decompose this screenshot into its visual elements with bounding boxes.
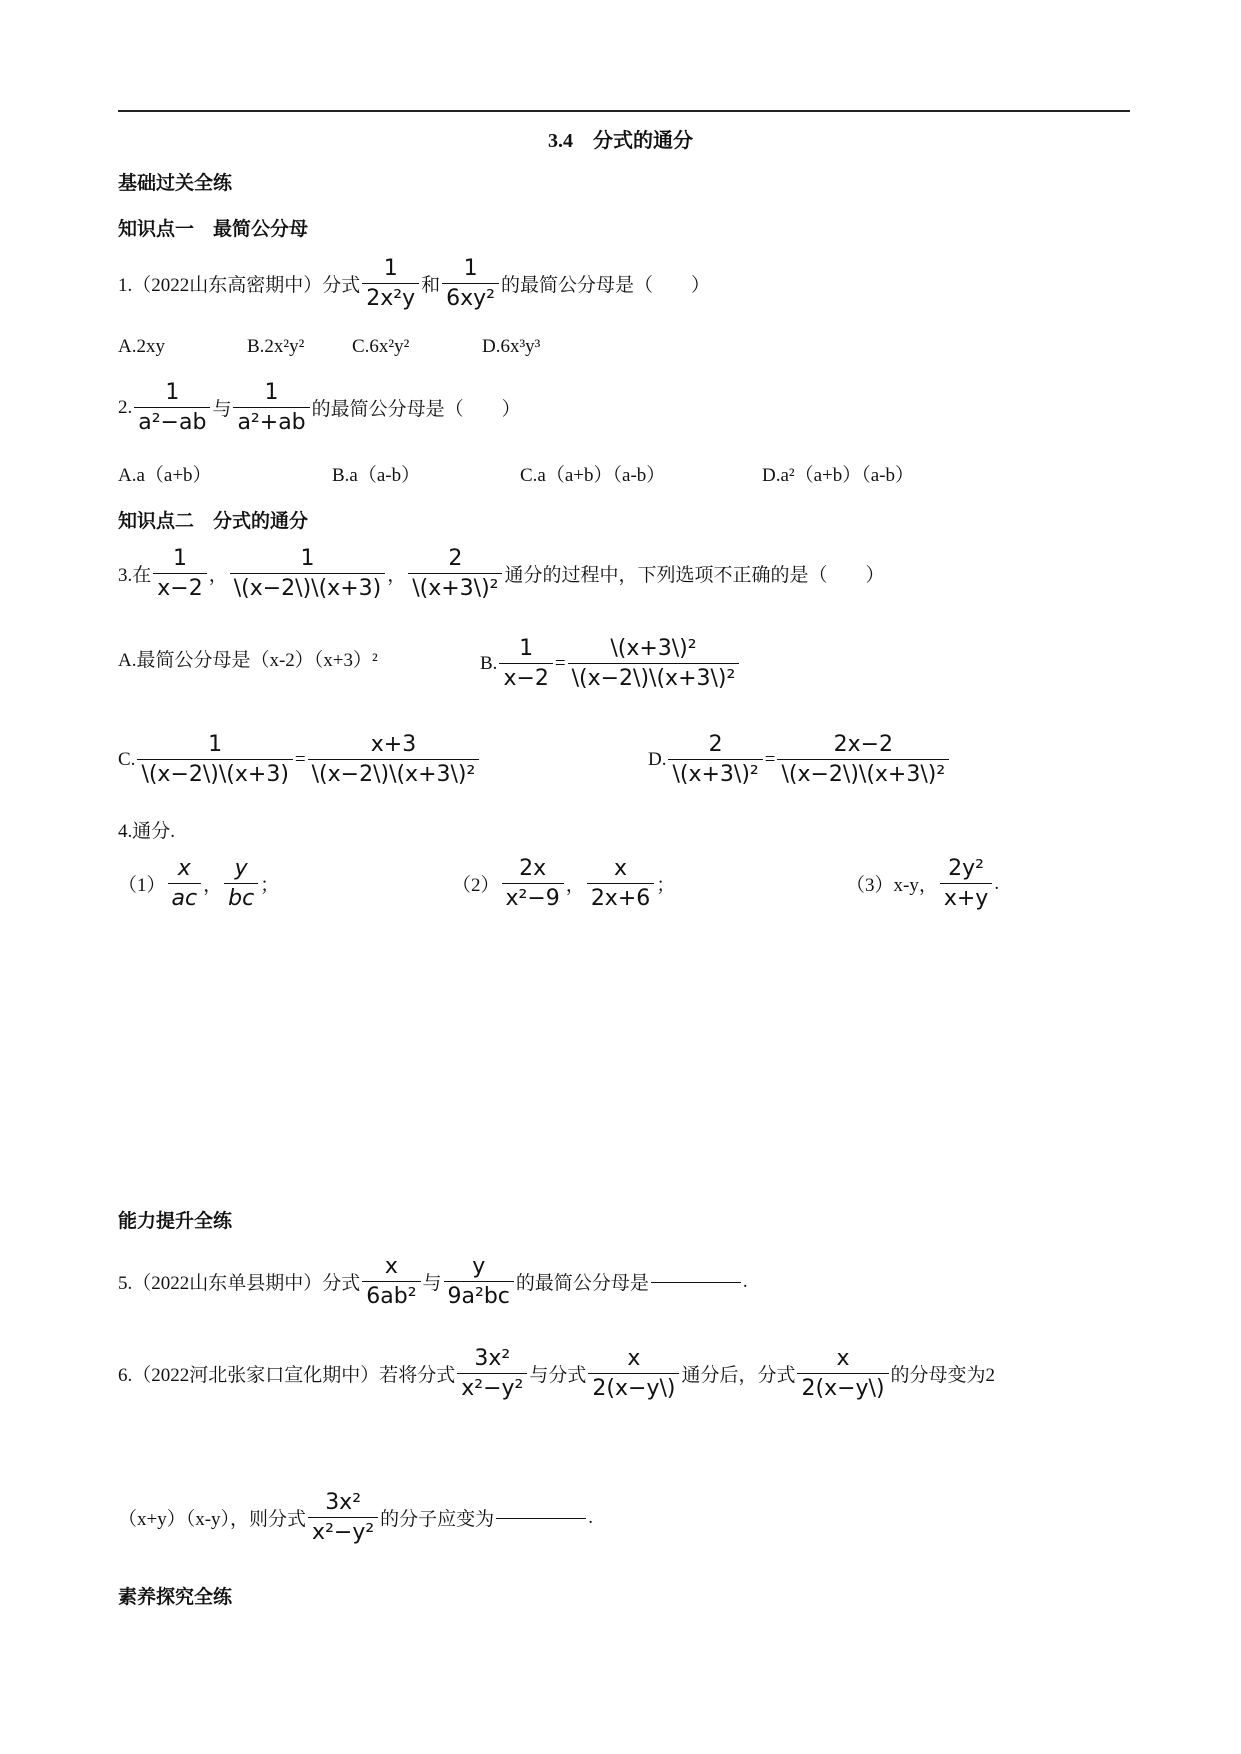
q4-part-2: （2） $\frac{2x}{\text{x²−9}}$ ， $\frac{x}{2x+6}$ ； xyxy=(452,856,676,911)
section-k2: 知识点二 分式的通分 xyxy=(118,510,309,532)
q3-d-right: $\frac{2x-2}{\text{\textbackslash{}(x−2\textbackslash{})\textbackslash{}(x+3\textbackslash{})²}}$ xyxy=(777,732,949,787)
q1-option-d: D.6x³y³ xyxy=(482,336,541,357)
q3-option-b: B. $\frac{1}{x-2}$ = $\frac{\text{\textbackslash{}(x+3\textbackslash{})²}}{\text{\textbackslash{}(x−2\textbackslash{})\textbackslash{}(x+3\textbackslash{})²}}$ xyxy=(480,636,741,691)
section-ability: 能力提升全练 xyxy=(118,1210,233,1232)
q5-prefix: 5.（2022山东单县期中）分式 xyxy=(118,1273,361,1294)
q3-fraction-1: $\frac{1}{x-2}$ xyxy=(153,546,206,601)
q2-option-c: C.a（a+b）（a-b） xyxy=(520,465,666,486)
q3-prefix: 3.在 xyxy=(118,565,152,586)
q1-fraction-2: $\frac{1}{\text{6xy²}}$ xyxy=(442,256,499,311)
q6-prefix: 6.（2022河北张家口宣化期中）若将分式 xyxy=(118,1365,456,1386)
q2-suffix: 的最简公分母是（ ） xyxy=(311,399,521,420)
q4-part-1: （1） $\frac{x}{ac}$ ， $\frac{y}{bc}$ ； xyxy=(118,856,280,911)
q4-part-3: （3）x-y， $\frac{\text{2y²}}{x+y}$ . xyxy=(846,856,1000,911)
q4-p2-b: $\frac{x}{2x+6}$ xyxy=(587,856,654,911)
question-5: 5.（2022山东单县期中）分式 $\frac{x}{\text{6ab²}}$ 与 $\frac{y}{\text{9a²bc}}$ 的最简公分母是 . xyxy=(118,1254,748,1309)
q1-option-a: A.2xy xyxy=(118,336,165,357)
q4-stem: 4.通分. xyxy=(118,821,176,842)
q5-answer-blank[interactable] xyxy=(651,1281,741,1283)
q4-p1-a: $\frac{x}{ac}$ xyxy=(168,856,202,911)
page-title: 3.4 分式的通分 xyxy=(548,130,693,152)
q1-option-b: B.2x²y² xyxy=(247,336,305,357)
q1-fraction-1: $\frac{1}{\text{2x²y}}$ xyxy=(362,256,419,311)
q1-prefix: 1.（2022山东高密期中）分式 xyxy=(118,275,361,296)
section-basic: 基础过关全练 xyxy=(118,172,233,194)
q6-fraction-2: $\frac{x}{2(x-y\backslash)}$ xyxy=(588,1346,679,1401)
q6-fraction-4: $\frac{\text{3x²}}{\text{x²−y²}}$ xyxy=(308,1490,378,1545)
q1-suffix: 的最简公分母是（ ） xyxy=(501,275,711,296)
q3-c-right: $\frac{x+3}{\text{\textbackslash{}(x−2\textbackslash{})\textbackslash{}(x+3\textbackslash{})²}}$ xyxy=(308,732,480,787)
q3-b-right: $\frac{\text{\textbackslash{}(x+3\textbackslash{})²}}{\text{\textbackslash{}(x−2\textbackslash{})\textbackslash{}(x+3\textbackslash{})²}}$ xyxy=(568,636,740,691)
q2-fraction-1: $\frac{1}{\text{a²−ab}}$ xyxy=(134,380,210,435)
q6-fraction-1: $\frac{\text{3x²}}{\text{x²−y²}}$ xyxy=(457,1346,527,1401)
q3-suffix: 通分的过程中，下列选项不正确的是（ ） xyxy=(504,565,885,586)
q2-option-a: A.a（a+b） xyxy=(118,465,212,486)
question-6-line-2: （x+y）（x-y），则分式 $\frac{\text{3x²}}{\text{x²−y²}}$ 的分子应变为 . xyxy=(118,1490,593,1545)
q3-b-left: $\frac{1}{x-2}$ xyxy=(499,636,552,691)
q5-fraction-1: $\frac{x}{\text{6ab²}}$ xyxy=(362,1254,420,1309)
question-2 xyxy=(118,380,521,435)
section-literacy: 素养探究全练 xyxy=(118,1586,233,1608)
q2-option-d: D.a²（a+b）（a-b） xyxy=(762,465,915,486)
q4-p1-b: $\frac{y}{bc}$ xyxy=(224,856,258,911)
q2-prefix: 2. xyxy=(118,396,133,418)
q3-option-d: D. $\frac{2}{\text{\textbackslash{}(x+3\textbackslash{})²}}$ = $\frac{2x-2}{\text{\textbackslash{}(x−2\textbackslash{})\textbackslash{}(x+3\textbackslash{})²}}$ xyxy=(648,732,951,787)
q3-option-c: C. $\frac{1}{\backslash(x-2\backslash)\backslash(x+3)}$ = $\frac{x+3}{\text{\textbackslash{}(x−2\textbackslash{})\textbackslash{}(x+3\textbackslash{})²}}$ xyxy=(118,732,481,787)
header-rule xyxy=(118,110,1130,112)
q4-p3-fraction: $\frac{\text{2y²}}{x+y}$ xyxy=(940,856,992,911)
q3-c-left: $\frac{1}{\backslash(x-2\backslash)\backslash(x+3)}$ xyxy=(137,732,292,787)
q3-d-left: $\frac{2}{\text{\textbackslash{}(x+3\textbackslash{})²}}$ xyxy=(668,732,762,787)
question-6: 6.（2022河北张家口宣化期中）若将分式 $\frac{\text{3x²}}{\text{x²−y²}}$ 与分式 $\frac{x}{2(x-y\backslash)}$ 通分后，分式 $\frac{x}{2(x-y\backslash)}$ 的分母变为2 xyxy=(118,1346,996,1401)
q2-fraction-2: $\frac{1}{\text{a²+ab}}$ xyxy=(233,380,309,435)
q2-option-b: B.a（a-b） xyxy=(332,465,421,486)
question-1 xyxy=(118,256,710,311)
q2-mid: 与 xyxy=(212,399,232,420)
q5-fraction-2: $\frac{y}{\text{9a²bc}}$ xyxy=(444,1254,514,1309)
q3-option-a: A.最简公分母是（x-2）（x+3）² xyxy=(118,650,378,671)
q4-p2-a: $\frac{2x}{\text{x²−9}}$ xyxy=(502,856,564,911)
q1-mid: 和 xyxy=(421,275,441,296)
section-k1: 知识点一 最简公分母 xyxy=(118,218,309,240)
q1-option-c: C.6x²y² xyxy=(352,336,410,357)
q6-fraction-3: $\frac{x}{2(x-y\backslash)}$ xyxy=(797,1346,888,1401)
q6-answer-blank[interactable] xyxy=(496,1517,586,1519)
question-3: 3.在 $\frac{1}{x-2}$ ， $\frac{1}{\backslash(x-2\backslash)\backslash(x+3)}$ ， $\frac{2}{\text{\textbackslash{}(x+3\textbackslash{})²}}$ 通分的过程中，下列选项不正确的是（ ） xyxy=(118,546,885,601)
q3-fraction-3: $\frac{2}{\text{\textbackslash{}(x+3\textbackslash{})²}}$ xyxy=(408,546,502,601)
q3-fraction-2: $\frac{1}{\backslash(x-2\backslash)\backslash(x+3)}$ xyxy=(230,546,385,601)
